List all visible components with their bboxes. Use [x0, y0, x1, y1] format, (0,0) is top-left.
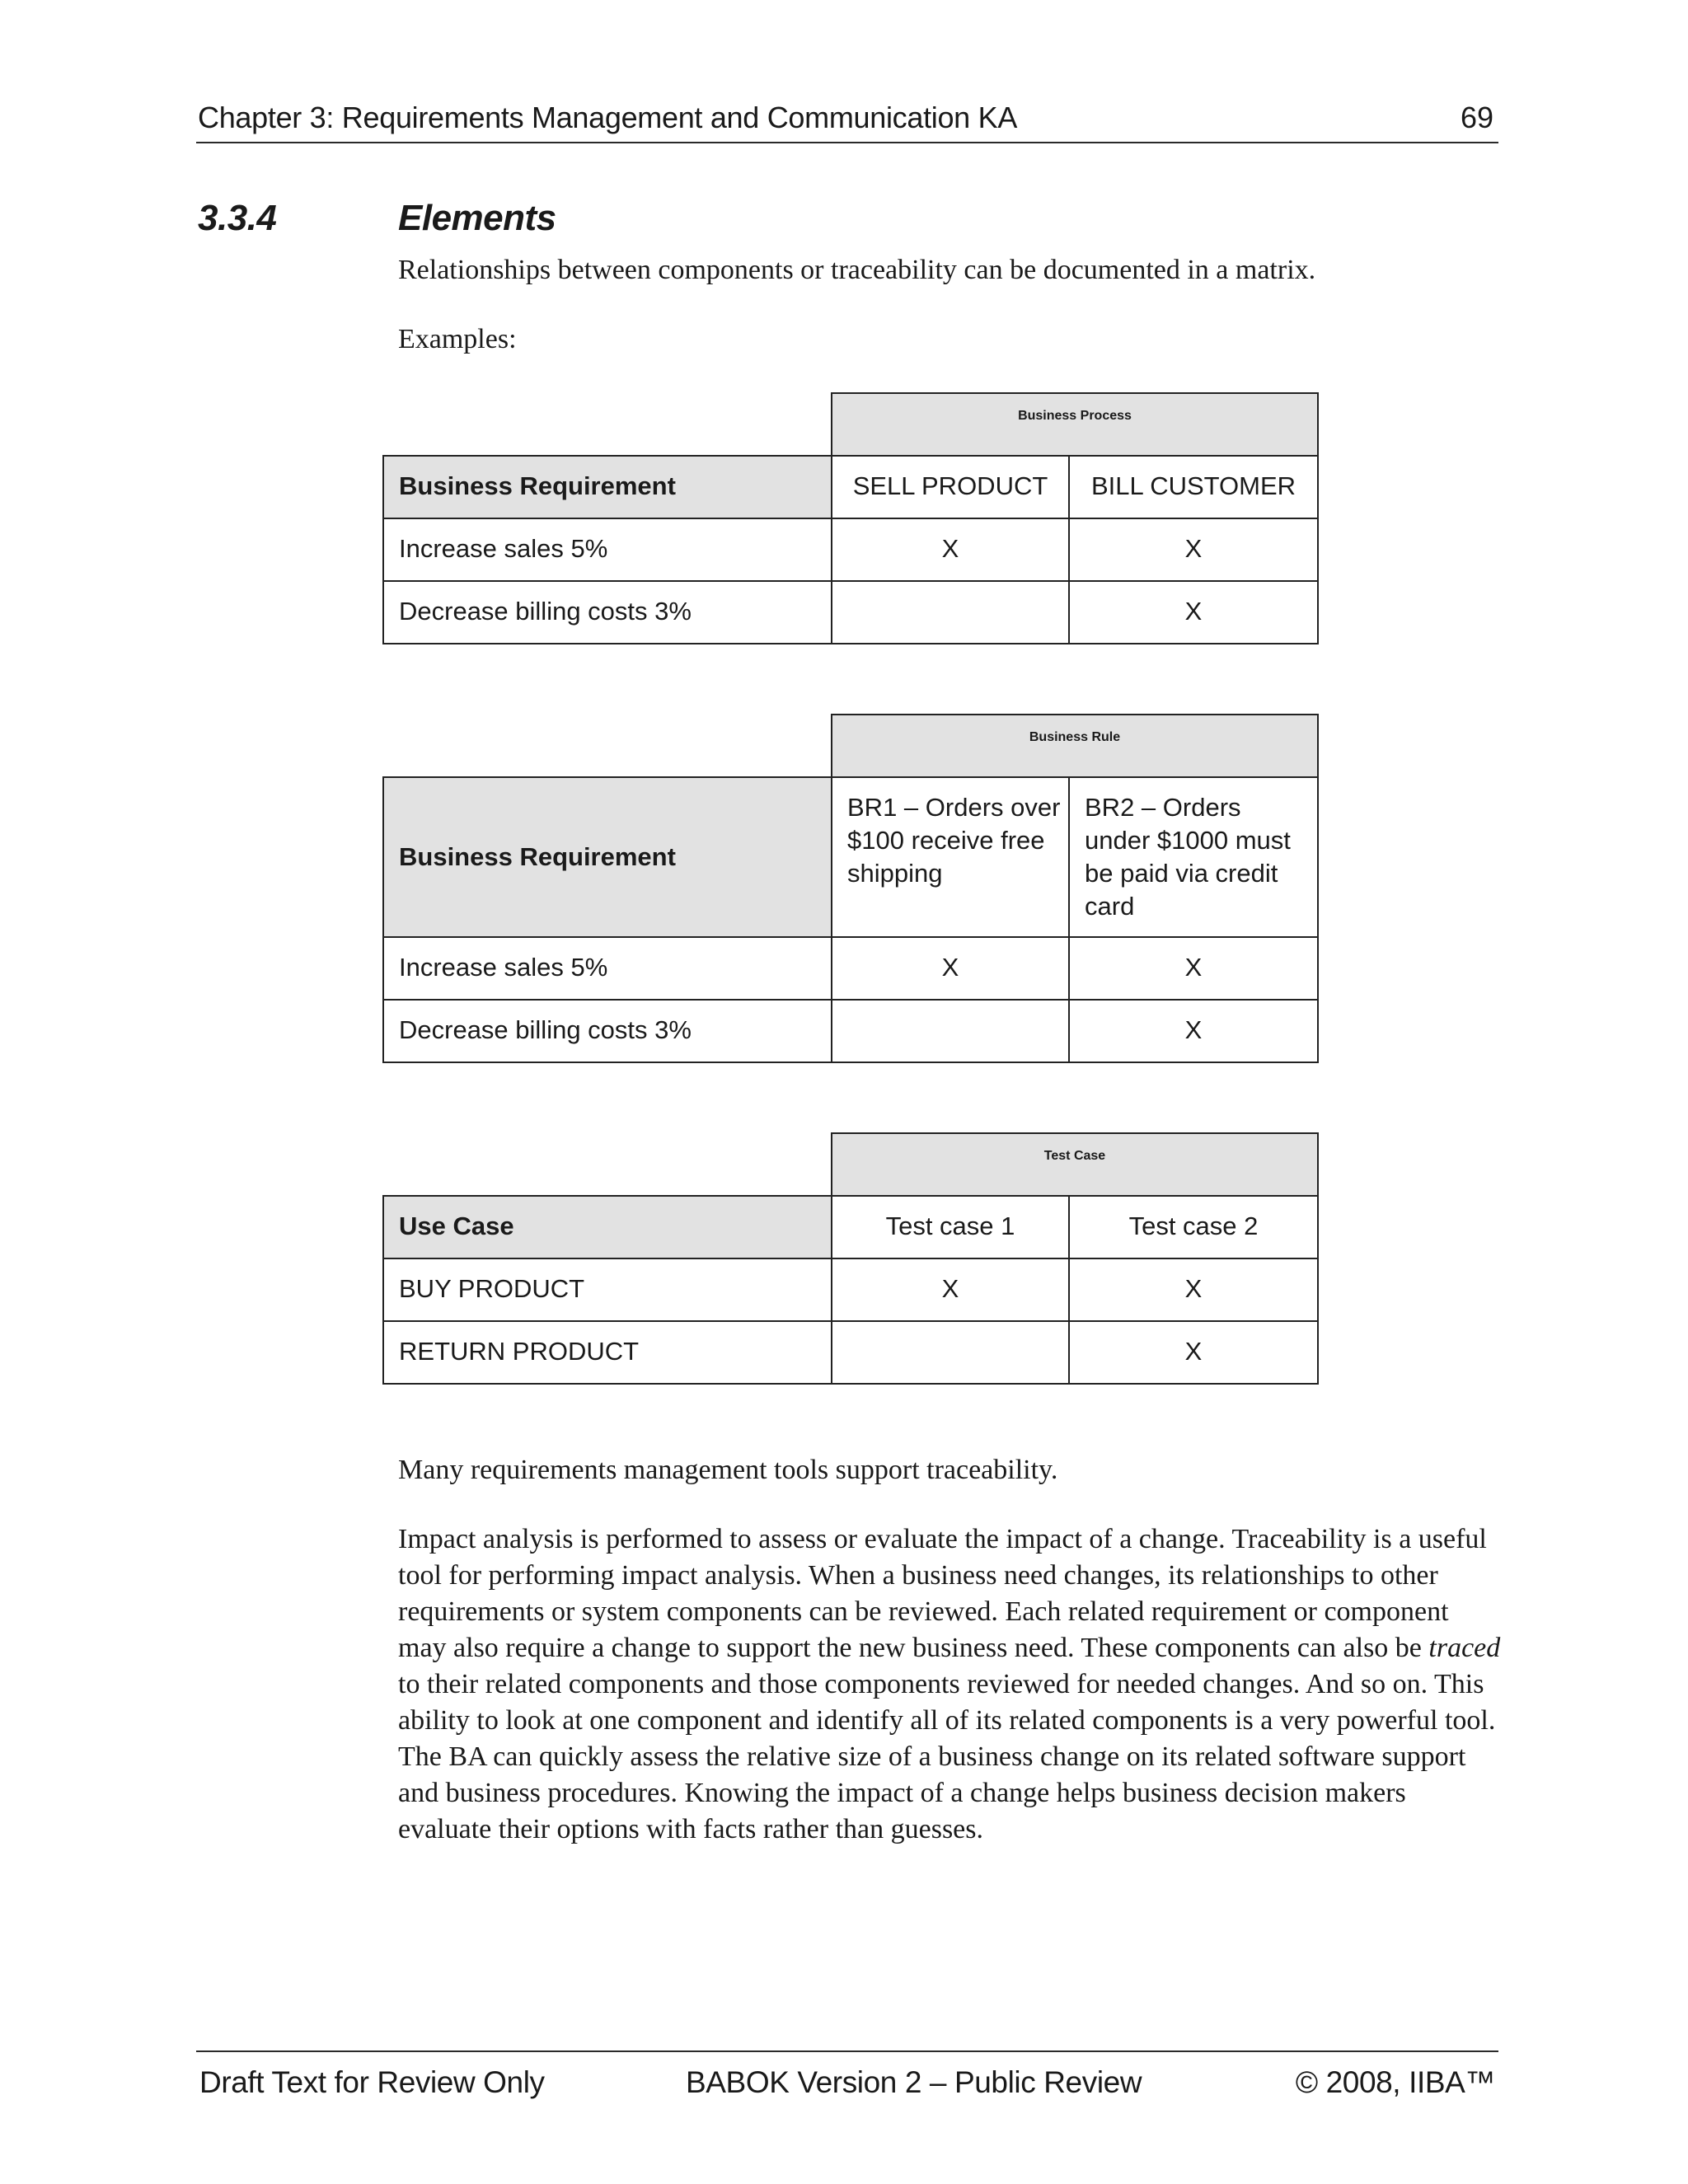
- column-header-cell: BILL CUSTOMER: [1070, 455, 1319, 519]
- footer-copyright: © 2008, IIBA™: [1295, 2065, 1495, 2099]
- matrix-header-row: [382, 1195, 1319, 1259]
- row-label-cell: RETURN PRODUCT: [382, 1322, 832, 1385]
- footer-version: BABOK Version 2 – Public Review: [686, 2065, 1142, 2099]
- row-label-cell: Decrease billing costs 3%: [382, 582, 832, 644]
- intro-paragraph: Relationships between components or traceability can be documented in a matrix.: [398, 255, 1316, 285]
- table-row: [382, 1259, 1319, 1322]
- trace-mark-cell: X: [1070, 1322, 1319, 1385]
- row-label-cell: Increase sales 5%: [382, 519, 832, 582]
- matrix-header-row: [382, 455, 1319, 519]
- impact-analysis-paragraph: [398, 1521, 1503, 1848]
- trace-mark-cell: X: [1070, 519, 1319, 582]
- examples-label: Examples:: [398, 324, 517, 354]
- table-row: [382, 1322, 1319, 1385]
- trace-mark-cell: X: [832, 519, 1070, 582]
- trace-mark-cell: X: [832, 938, 1070, 1001]
- chapter-title: Chapter 3: Requirements Management and Communication KA: [198, 101, 1018, 134]
- matrix-group-header: [831, 1132, 1319, 1197]
- page-header: [196, 97, 1498, 143]
- trace-mark-cell: X: [1070, 938, 1319, 1001]
- table-row: [382, 1001, 1319, 1063]
- matrix-header-row: [382, 776, 1319, 938]
- impact-text-after: to their related components and those components reviewed for needed changes. And so on. This ability to look at one component and identify all of its related components is a very powerful tool. The BA can quickly assess the relative size of a business change on its related software support and business procedures. Knowing the impact of a change helps business decision makers evaluate their options with facts rather than guesses.: [398, 1669, 1496, 1844]
- trace-mark-cell: [832, 582, 1070, 644]
- page-footer: [196, 2050, 1498, 2100]
- trace-mark-cell: [832, 1001, 1070, 1063]
- column-header-cell: Test case 1: [832, 1195, 1070, 1259]
- trace-mark-cell: [832, 1322, 1070, 1385]
- row-label-cell: BUY PRODUCT: [382, 1259, 832, 1322]
- impact-text-before: Impact analysis is performed to assess or evaluate the impact of a change. Traceability is a useful tool for performing impact analysis. When a business need changes, its relationships to other requirements or system components can be reviewed. Each related requirement or component may also require a change to support the new business need. These components can also be: [398, 1524, 1487, 1663]
- matrix-group-header: [831, 714, 1319, 778]
- footer-draft-notice: Draft Text for Review Only: [199, 2065, 545, 2099]
- row-header-cell: Business Requirement: [382, 455, 832, 519]
- group-header-label: Business Rule: [1029, 730, 1121, 744]
- row-header-cell: Use Case: [382, 1195, 832, 1259]
- column-header-cell: Test case 2: [1070, 1195, 1319, 1259]
- column-header-cell: BR2 – Orders under $1000 must be paid via credit card: [1070, 776, 1319, 938]
- trace-mark-cell: X: [832, 1259, 1070, 1322]
- table-row: [382, 582, 1319, 644]
- table-row: [382, 519, 1319, 582]
- column-header-cell: BR1 – Orders over $100 receive free shipping: [832, 776, 1070, 938]
- section-title: Elements: [398, 198, 556, 238]
- group-header-label: Test Case: [1043, 1149, 1106, 1163]
- group-header-label: Business Process: [1018, 409, 1132, 423]
- tools-paragraph: Many requirements management tools support traceability.: [398, 1455, 1058, 1485]
- row-label-cell: Increase sales 5%: [382, 938, 832, 1001]
- trace-mark-cell: X: [1070, 582, 1319, 644]
- row-label-cell: Decrease billing costs 3%: [382, 1001, 832, 1063]
- page-number: 69: [1460, 101, 1493, 134]
- table-row: [382, 938, 1319, 1001]
- section-number: 3.3.4: [198, 198, 277, 238]
- trace-mark-cell: X: [1070, 1001, 1319, 1063]
- impact-text-emphasis: traced: [1428, 1633, 1501, 1663]
- trace-mark-cell: X: [1070, 1259, 1319, 1322]
- matrix-group-header: [831, 392, 1319, 457]
- row-header-cell: Business Requirement: [382, 776, 832, 938]
- column-header-cell: SELL PRODUCT: [832, 455, 1070, 519]
